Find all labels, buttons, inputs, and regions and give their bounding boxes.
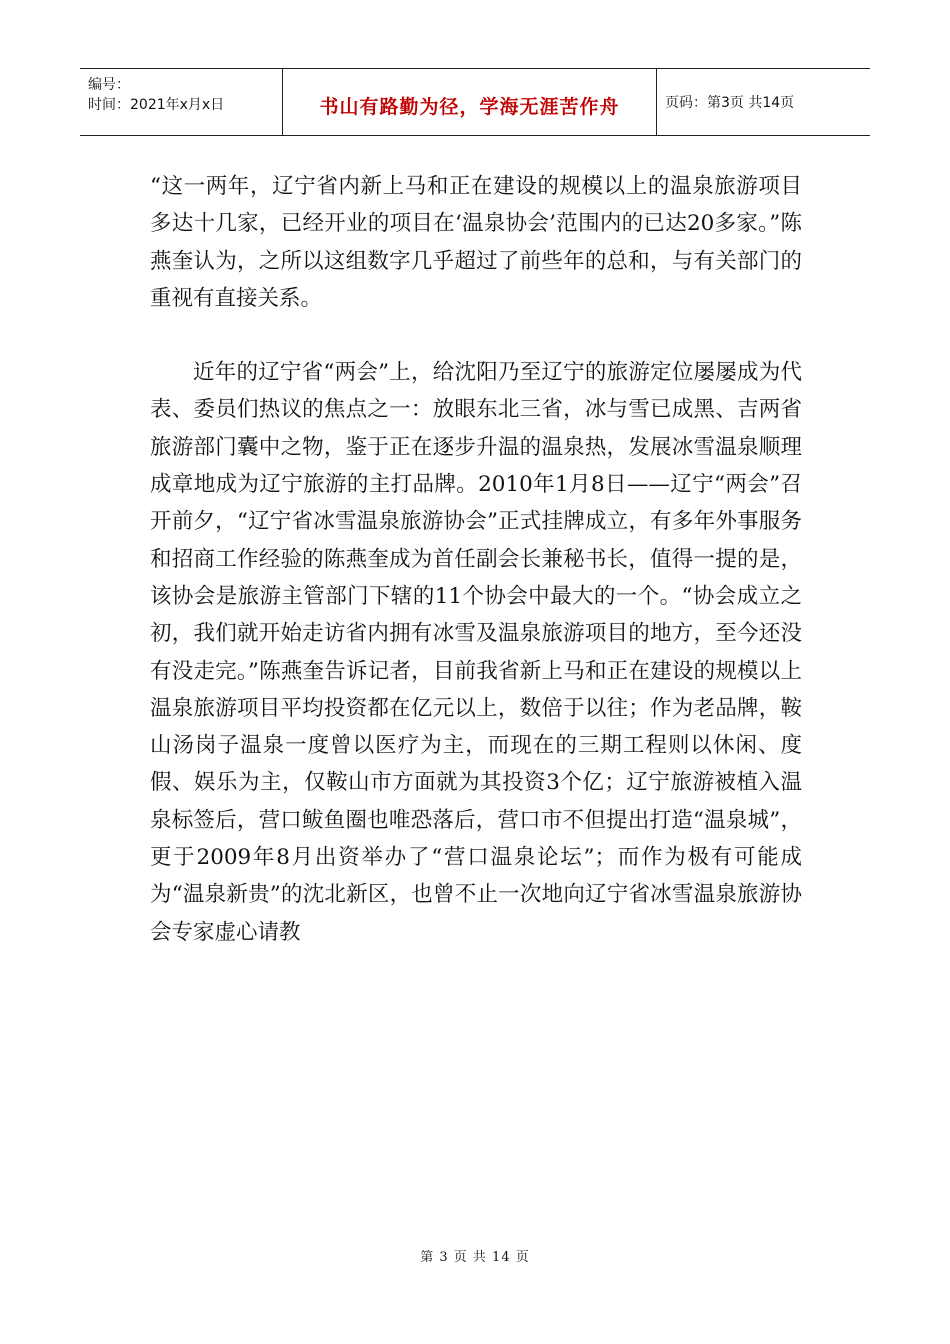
document-header xyxy=(80,68,870,136)
paragraph-2: 近年的辽宁省“两会”上，给沈阳乃至辽宁的旅游定位屡屡成为代表、委员们热议的焦点之一：放眼东北三省，冰与雪已成黑、吉两省旅游部门囊中之物，鉴于正在逐步升温的温泉热，发展冰雪温泉顺理成章地成为辽宁旅游的主打品牌。2010年1月8日——辽宁“两会”召开前夕，“辽宁省冰雪温泉旅游协会”正式挂牌成立，有多年外事服务和招商工作经验的陈燕奎成为首任副会长兼秘书长，值得一提的是，该协会是旅游主管部门下辖的11个协会中最大的一个。“协会成立之初，我们就开始走访省内拥有冰雪及温泉旅游项目的地方，至今还没有没走完。”陈燕奎告诉记者，目前我省新上马和正在建设的规模以上温泉旅游项目平均投资都在亿元以上，数倍于以往；作为老品牌，鞍山汤岗子温泉一度曾以医疗为主，而现在的三期工程则以休闲、度假、娱乐为主，仅鞍山市方面就为其投资3个亿；辽宁旅游被植入温泉标签后，营口鲅鱼圈也唯恐落后，营口市不但提出打造“温泉城”，更于2009年8月出资举办了“营口温泉论坛”；而作为极有可能成为“温泉新贵”的沈北新区，也曾不止一次地向辽宁省冰雪温泉旅游协会专家虚心请教 xyxy=(150,360,802,945)
header-meta-cell xyxy=(80,69,283,135)
header-page-cell xyxy=(657,69,870,135)
page-info: 页码：第3页 共14页 xyxy=(665,95,795,111)
article-body xyxy=(150,168,802,951)
date-line: 时间：2021年x月x日 xyxy=(88,97,225,113)
page-footer: 第 3 页 共 14 页 xyxy=(420,1250,530,1265)
header-motto-cell xyxy=(283,69,657,135)
serial-number-label: 编号： xyxy=(88,77,130,93)
paragraph-1: “这一两年，辽宁省内新上马和正在建设的规模以上的温泉旅游项目多达十几家，已经开业的项目在‘温泉协会’范围内的已达20多家。”陈燕奎认为，之所以这组数字几乎超过了前些年的总和，与有关部门的重视有直接关系。 xyxy=(150,174,802,311)
motto-text: 书山有路勤为径，学海无涯苦作舟 xyxy=(319,95,620,118)
